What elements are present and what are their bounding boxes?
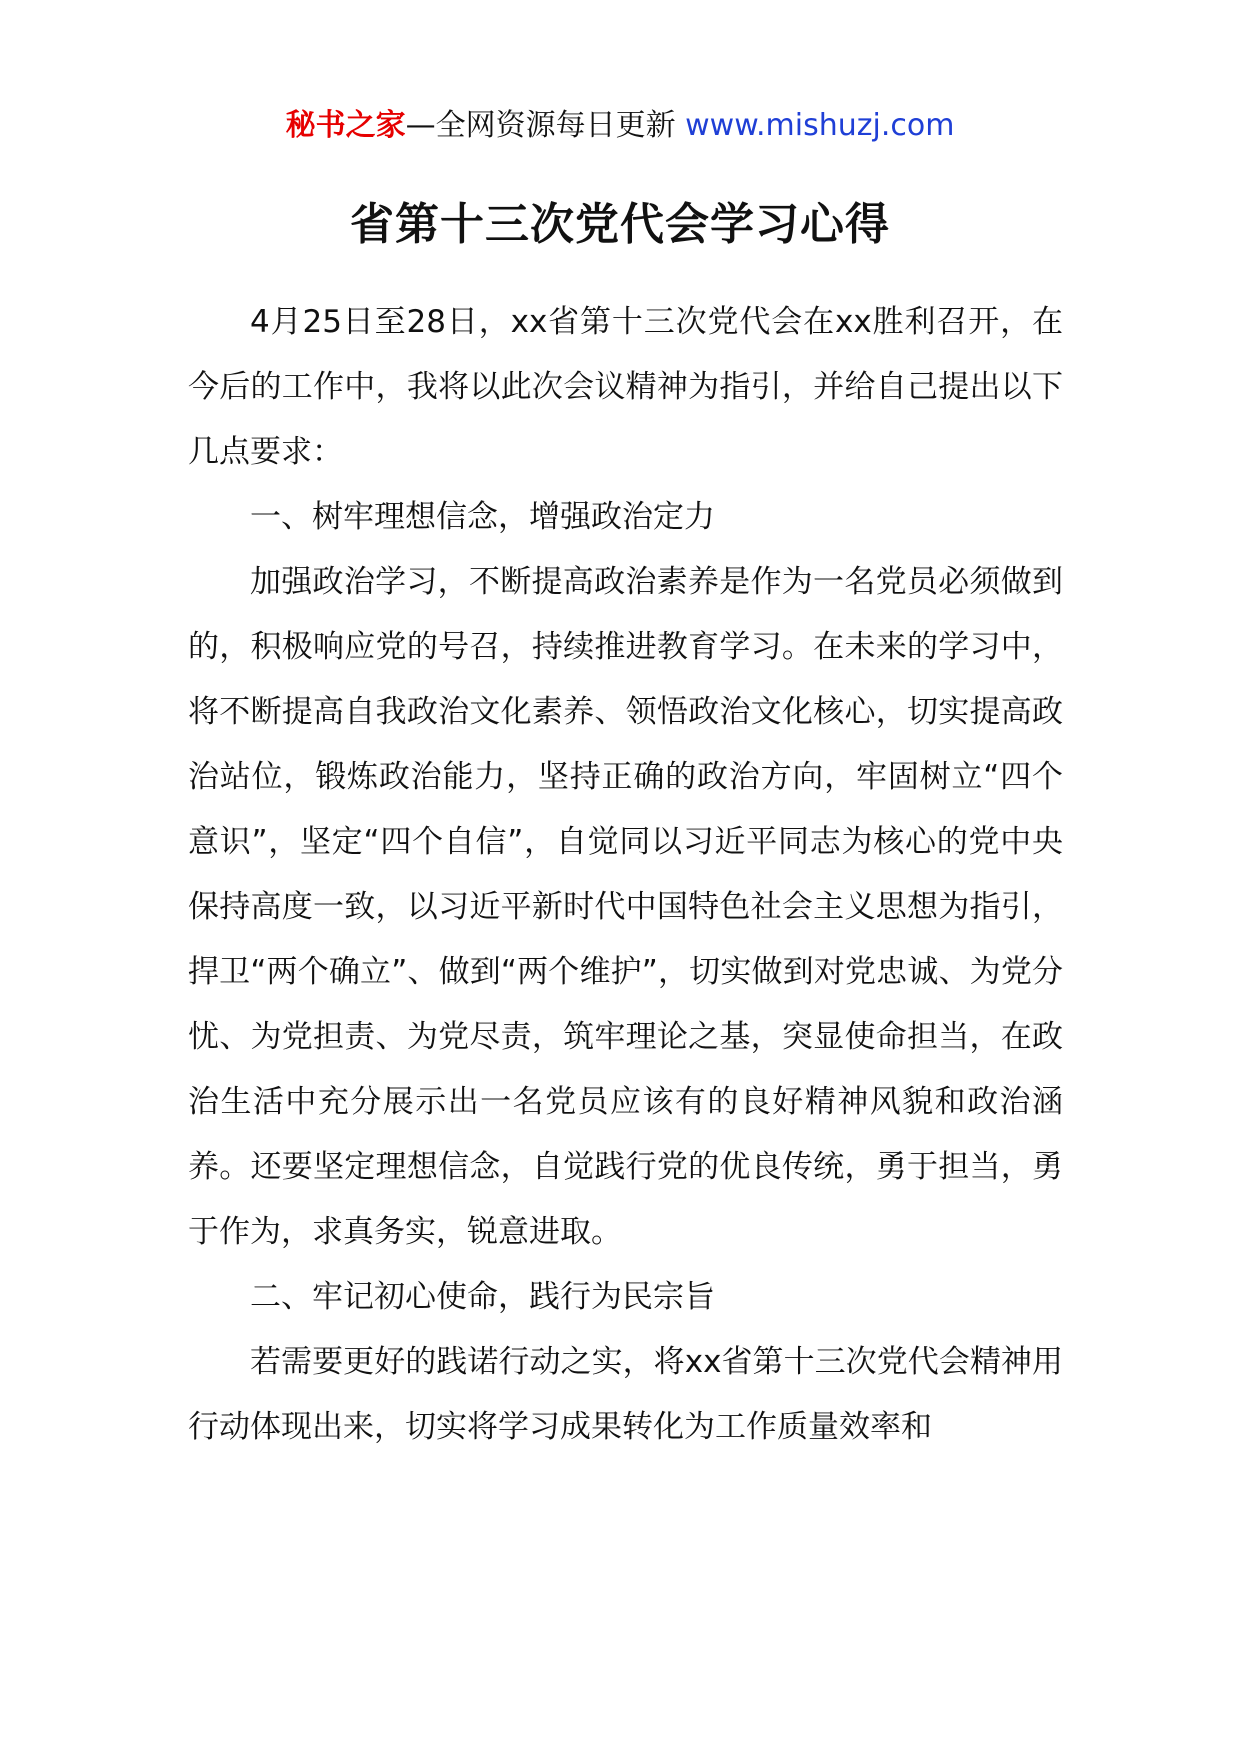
intro-paragraph: 4月25日至28日，xx省第十三次党代会在xx胜利召开，在今后的工作中，我将以此次会议精神为指引，并给自己提出以下几点要求： [188,304,1063,470]
document-title: 省第十三次党代会学习心得 [350,199,890,250]
section-heading-1: 一、树牢理想信念，增强政治定力 [250,499,715,535]
brand-name: 秘书之家 [285,108,406,143]
site-url-link[interactable]: www.mishuzj.com [685,108,955,143]
section-paragraph-1: 加强政治学习，不断提高政治素养是作为一名党员必须做到的，积极响应党的号召，持续推进教育学习。在未来的学习中，将不断提高自我政治文化素养、领悟政治文化核心，切实提高政治站位，锻炼政治能力，坚持正确的政治方向，牢固树立“四个意识”，坚定“四个自信”，自觉同以习近平同志为核心的党中央保持高度一致，以习近平新时代中国特色社会主义思想为指引，捍卫“两个确立”、做到“两个维护”，切实做到对党忠诚、为党分忧、为党担责、为党尽责，筑牢理论之基，突显使命担当，在政治生活中充分展示出一名党员应该有的良好精神风貌和政治涵养。还要坚定理想信念，自觉践行党的优良传统，勇于担当，勇于作为，求真务实，锐意进取。 [188,564,1063,1250]
document-body [188,290,1063,1460]
site-slogan: —全网资源每日更新 [405,108,676,143]
section-paragraph-2: 若需要更好的践诺行动之实，将xx省第十三次党代会精神用行动体现出来，切实将学习成果转化为工作质量效率和 [188,1344,1063,1445]
section-heading-2: 二、牢记初心使命，践行为民宗旨 [250,1279,715,1315]
site-header [0,98,1240,154]
